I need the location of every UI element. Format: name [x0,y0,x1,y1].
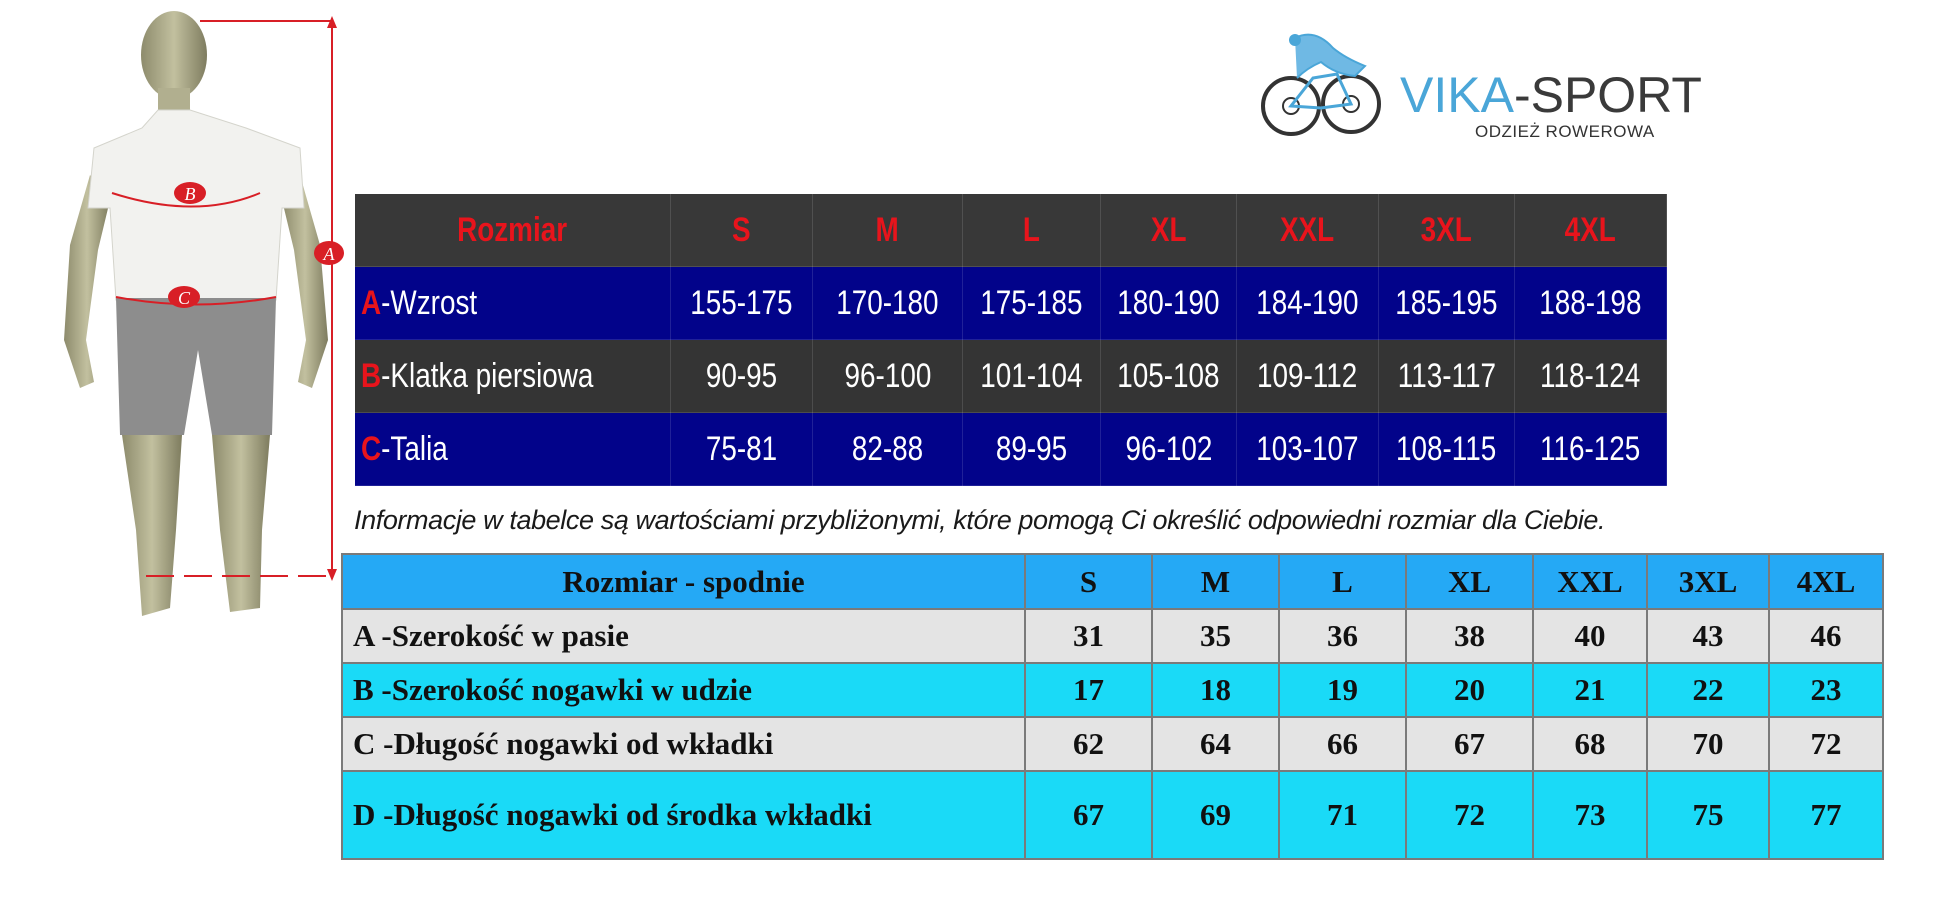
jersey-cell: 103-107 [1237,413,1379,486]
size-info-note: Informacje w tabelce są wartościami przybliżonymi, które pomogą Ci określić odpowiedni rozmiar dla Ciebie. [354,505,1606,535]
jersey-row-height [355,267,1667,340]
jersey-cell: 118-124 [1515,340,1667,413]
jersey-cell: 180-190 [1101,267,1237,340]
pants-cell: 36 [1279,609,1406,663]
jersey-cell: 89-95 [963,413,1101,486]
mannequin-head [141,11,207,99]
row-letter: C [361,429,382,468]
jersey-cell: 75-81 [671,413,813,486]
jersey-header-cell: M [813,194,963,267]
pants-header-cell: Rozmiar - spodnie [342,554,1025,609]
jersey-row-label: C-Talia [355,413,671,486]
pants-cell: 23 [1769,663,1883,717]
pants-row-waist-width [342,609,1883,663]
pants-cell: 20 [1406,663,1533,717]
jersey-cell: 105-108 [1101,340,1237,413]
jersey-cell: 175-185 [963,267,1101,340]
pants-cell: 62 [1025,717,1152,771]
pants-cell: 46 [1769,609,1883,663]
pants-cell: 75 [1647,771,1769,859]
jersey-header-cell: XL [1101,194,1237,267]
jersey-header-cell: 3XL [1379,194,1515,267]
jersey-row-waist [355,413,1667,486]
jersey-cell: 96-102 [1101,413,1237,486]
pants-cell: 67 [1025,771,1152,859]
pants-cell: 43 [1647,609,1769,663]
pants-header-cell: XXL [1533,554,1647,609]
jersey-size-table [354,193,1667,486]
pants-cell: 38 [1406,609,1533,663]
pants-row-thigh-width [342,663,1883,717]
pants-header-cell: XL [1406,554,1533,609]
row-letter: B [361,356,382,395]
pants-cell: 21 [1533,663,1647,717]
row-letter: A [361,283,382,322]
pants-header-cell: 4XL [1769,554,1883,609]
pants-cell: 19 [1279,663,1406,717]
pants-header-cell: M [1152,554,1279,609]
jersey-cell: 184-190 [1237,267,1379,340]
mannequin-shorts [116,298,276,435]
pants-cell: 77 [1769,771,1883,859]
pants-header-row [342,554,1883,609]
pants-cell: 72 [1406,771,1533,859]
pants-cell: 22 [1647,663,1769,717]
height-arrow-bottom [327,569,337,581]
jersey-cell: 90-95 [671,340,813,413]
jersey-row-chest [355,340,1667,413]
pants-row-leg-length-center [342,771,1883,859]
jersey-cell: 101-104 [963,340,1101,413]
pants-cell: 66 [1279,717,1406,771]
pants-cell: 70 [1647,717,1769,771]
pants-row-leg-length [342,717,1883,771]
jersey-row-label: A-Wzrost [355,267,671,340]
logo-brand-vika: VIKA [1400,67,1514,123]
mannequin-left-leg [122,435,182,616]
vika-sport-logo [1255,18,1702,148]
marker-c [168,286,200,308]
jersey-header-cell: L [963,194,1101,267]
jersey-cell: 155-175 [671,267,813,340]
pants-row-label: A -Szerokość w pasie [342,609,1025,663]
pants-cell: 71 [1279,771,1406,859]
jersey-header-cell: 4XL [1515,194,1667,267]
pants-header-cell: S [1025,554,1152,609]
mannequin-right-leg [212,435,270,612]
pants-header-cell: L [1279,554,1406,609]
jersey-header-cell: Rozmiar [355,194,671,267]
pants-cell: 67 [1406,717,1533,771]
jersey-cell: 188-198 [1515,267,1667,340]
pants-row-label: D -Długość nogawki od środka wkładki [342,771,1025,859]
marker-b [174,182,206,204]
mannequin-figure [50,10,350,650]
jersey-header-row [355,194,1667,267]
mannequin-jersey [88,110,304,300]
logo-brand-sport: -SPORT [1513,67,1702,123]
pants-cell: 69 [1152,771,1279,859]
jersey-cell: 82-88 [813,413,963,486]
pants-cell: 40 [1533,609,1647,663]
jersey-cell: 170-180 [813,267,963,340]
logo-subtitle: ODZIEŻ ROWEROWA [1475,122,1655,141]
jersey-cell: 113-117 [1379,340,1515,413]
marker-a [314,241,344,265]
jersey-cell: 96-100 [813,340,963,413]
jersey-cell: 185-195 [1379,267,1515,340]
pants-cell: 68 [1533,717,1647,771]
pants-cell: 17 [1025,663,1152,717]
jersey-header-cell: XXL [1237,194,1379,267]
pants-cell: 72 [1769,717,1883,771]
pants-row-label: B -Szerokość nogawki w udzie [342,663,1025,717]
svg-text:A: A [323,244,335,264]
pants-cell: 64 [1152,717,1279,771]
jersey-header-cell: S [671,194,813,267]
pants-cell: 73 [1533,771,1647,859]
pants-size-table [341,553,1884,860]
pants-cell: 31 [1025,609,1152,663]
pants-row-label: C -Długość nogawki od wkładki [342,717,1025,771]
svg-text:B: B [184,184,196,204]
cyclist-logo-icon [1255,18,1405,148]
pants-cell: 35 [1152,609,1279,663]
svg-text:C: C [177,288,191,308]
pants-header-cell: 3XL [1647,554,1769,609]
jersey-row-label: B-Klatka piersiowa [355,340,671,413]
jersey-cell: 108-115 [1379,413,1515,486]
jersey-cell: 109-112 [1237,340,1379,413]
jersey-cell: 116-125 [1515,413,1667,486]
pants-cell: 18 [1152,663,1279,717]
